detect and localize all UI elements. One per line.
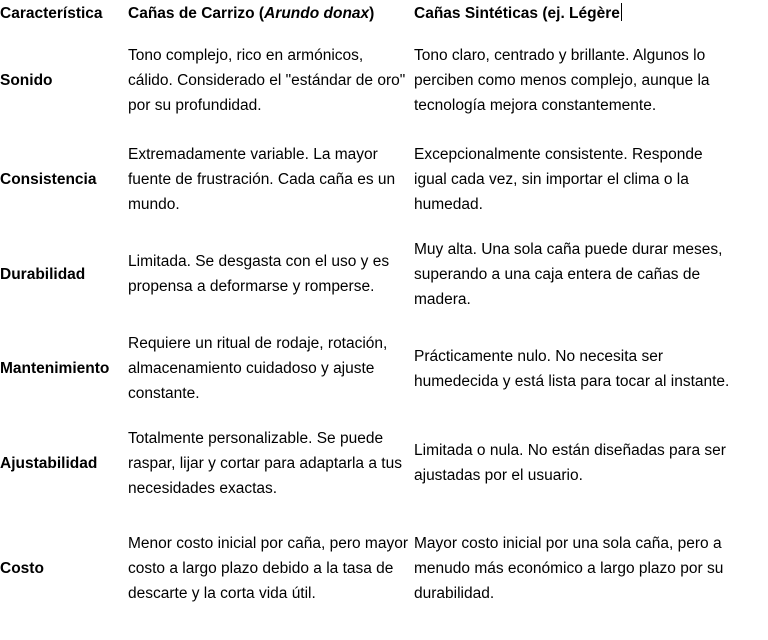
row-reed-value: Menor costo inicial por caña, pero mayor costo a largo plazo debido a la tasa de descarte y la corta vida útil. xyxy=(128,534,408,602)
row-feature: Durabilidad xyxy=(0,265,86,283)
row-reed-value: Extremadamente variable. La mayor fuente de frustración. Cada caña es un mundo. xyxy=(128,146,396,213)
text-cursor xyxy=(621,3,622,21)
header-reed-suffix: ) xyxy=(369,5,375,22)
table-row xyxy=(0,416,740,510)
row-reed-value: Tono complejo, rico en armónicos, cálido. Considerado el "estándar de oro" por su profundidad. xyxy=(128,47,406,114)
table-row xyxy=(0,29,740,132)
header-synthetic-label: Cañas Sintéticas (ej. Légère xyxy=(414,5,620,22)
table-row xyxy=(0,132,740,227)
row-feature: Ajustabilidad xyxy=(0,454,98,472)
header-reed-species: Arundo donax xyxy=(264,5,370,22)
header-characteristic: Característica xyxy=(0,5,103,22)
table-header-row xyxy=(0,0,740,29)
table-row xyxy=(0,227,740,321)
row-synthetic-value: Tono claro, centrado y brillante. Algunos lo perciben como menos complejo, aunque la tecnología mejora constantemente. xyxy=(414,47,710,114)
row-reed-value: Totalmente personalizable. Se puede raspar, lijar y cortar para adaptarla a tus necesidades exactas. xyxy=(128,429,402,497)
row-synthetic-value: Mayor costo inicial por una sola caña, pero a menudo más económico a largo plazo por su durabilidad. xyxy=(414,534,724,602)
header-reed-canes xyxy=(127,0,413,29)
header-reed-prefix: Cañas de Carrizo ( xyxy=(128,5,265,22)
row-synthetic-value: Limitada o nula. No están diseñadas para ser ajustadas por el usuario. xyxy=(414,442,726,484)
row-feature: Sonido xyxy=(0,72,53,89)
row-synthetic-value: Muy alta. Una sola caña puede durar meses, superando a una caja entera de cañas de madera. xyxy=(414,240,723,308)
row-feature: Costo xyxy=(0,559,44,577)
row-feature: Consistencia xyxy=(0,171,97,188)
row-reed-value: Limitada. Se desgasta con el uso y es propensa a deformarse y romperse. xyxy=(128,253,390,295)
header-synthetic-canes[interactable] xyxy=(413,0,740,29)
row-feature: Mantenimiento xyxy=(0,360,110,377)
table-row xyxy=(0,510,740,626)
row-synthetic-value: Excepcionalmente consistente. Responde igual cada vez, sin importar el clima o la humedad. xyxy=(414,146,703,213)
row-synthetic-value: Prácticamente nulo. No necesita ser humedecida y está lista para tocar al instante. xyxy=(414,347,730,390)
table-row xyxy=(0,321,740,416)
row-reed-value: Requiere un ritual de rodaje, rotación, almacenamiento cuidadoso y ajuste constante. xyxy=(128,335,388,402)
